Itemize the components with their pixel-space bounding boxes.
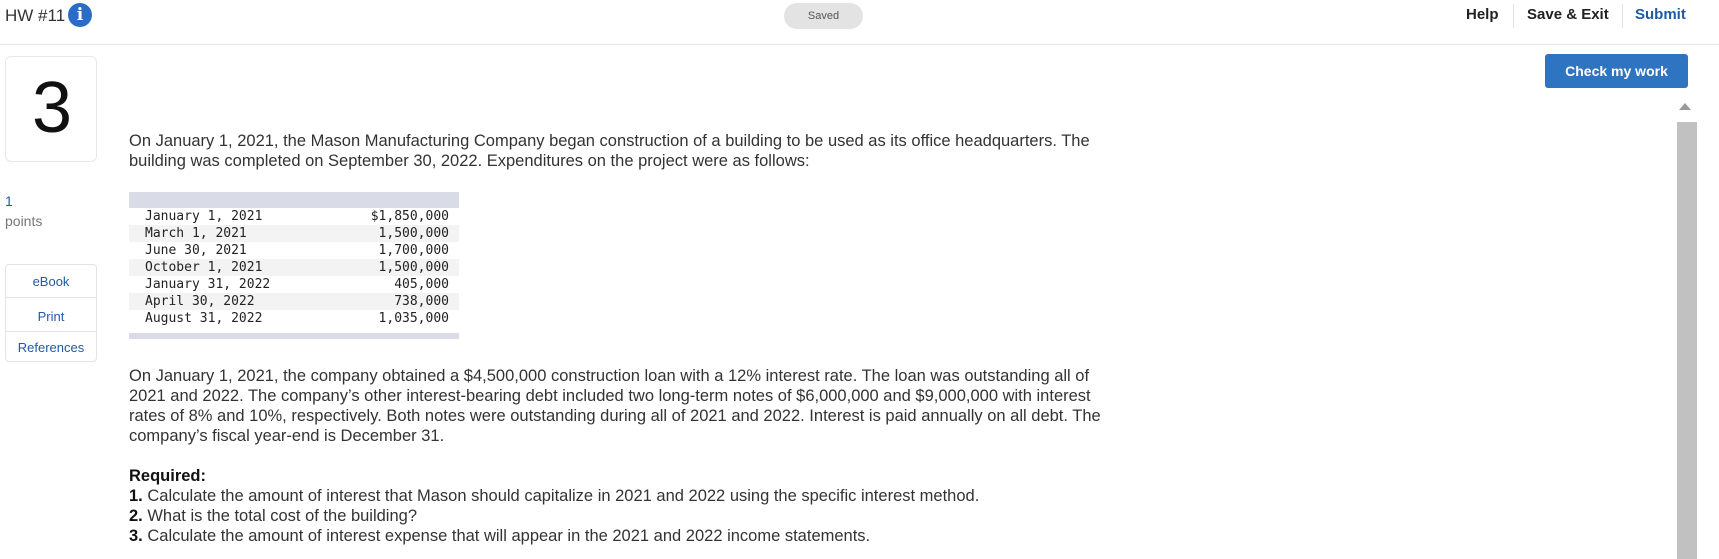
intro-paragraph <box>129 131 1090 171</box>
requirement-item <box>129 486 979 506</box>
scrollbar-thumb[interactable] <box>1677 122 1697 559</box>
points-label: points <box>5 213 43 229</box>
loan-line: On January 1, 2021, the company obtained a $4,500,000 construction loan with a 12% interest rate. The loan was outstanding all of <box>129 367 1090 385</box>
loan-line: company’s fiscal year-end is December 31. <box>129 427 445 445</box>
expenditure-amount: 1,035,000 <box>378 311 449 326</box>
table-row <box>129 225 459 242</box>
expenditure-date: March 1, 2021 <box>145 226 247 241</box>
table-footer-band <box>129 333 459 339</box>
intro-line: building was completed on September 30, 2022. Expenditures on the project were as follows: <box>129 152 810 170</box>
table-row <box>129 208 459 225</box>
expenditure-amount: 1,700,000 <box>378 243 449 258</box>
nav-divider <box>1622 4 1623 28</box>
table-row <box>129 293 459 310</box>
tool-divider <box>6 297 96 298</box>
expenditure-date: January 31, 2022 <box>145 277 271 292</box>
expenditure-amount: 1,500,000 <box>378 226 449 241</box>
expenditure-date: April 30, 2022 <box>145 294 255 309</box>
check-my-work-button[interactable]: Check my work <box>1545 54 1688 88</box>
loan-line: 2021 and 2022. The company’s other interest-bearing debt included two long-term notes of $6,000,000 and $9,000,000 with interest <box>129 387 1091 405</box>
expenditures-table <box>129 192 459 339</box>
requirement-number: 1. <box>129 487 143 505</box>
requirement-number: 2. <box>129 507 143 525</box>
question-number-card <box>5 56 97 162</box>
info-icon[interactable]: i <box>68 3 92 27</box>
table-row <box>129 242 459 259</box>
requirement-text: Calculate the amount of interest expense that will appear in the 2021 and 2022 income statements. <box>142 527 871 545</box>
resource-tools <box>5 264 97 362</box>
expenditure-date: June 30, 2021 <box>145 243 247 258</box>
question-number: 3 <box>31 68 73 148</box>
expenditure-amount: 738,000 <box>394 294 449 309</box>
required-section <box>129 466 979 546</box>
top-bar <box>0 0 1719 45</box>
expenditure-date: August 31, 2022 <box>145 311 263 326</box>
table-header-band <box>129 192 459 208</box>
table-row <box>129 259 459 276</box>
expenditure-amount: 1,500,000 <box>378 260 449 275</box>
requirement-item <box>129 506 979 526</box>
points-value: 1 <box>5 193 13 209</box>
intro-line: On January 1, 2021, the Mason Manufacturing Company began construction of a building to be used as its office headquarters. The <box>129 132 1090 150</box>
save-status-badge: Saved <box>784 3 863 29</box>
nav-divider <box>1513 4 1514 28</box>
loan-paragraph <box>129 366 1101 446</box>
expenditure-amount: $1,850,000 <box>370 209 449 224</box>
requirement-item <box>129 526 979 546</box>
scroll-up-arrow-icon[interactable] <box>1679 103 1691 110</box>
requirement-text: Calculate the amount of interest that Mason should capitalize in 2021 and 2022 using the specific interest method. <box>142 487 980 505</box>
submit-link[interactable]: Submit <box>1635 6 1686 23</box>
print-link[interactable]: Print <box>37 309 65 324</box>
requirement-text: What is the total cost of the building? <box>142 507 418 525</box>
table-row <box>129 276 459 293</box>
requirement-number: 3. <box>129 527 143 545</box>
tool-divider <box>6 331 96 332</box>
ebook-link[interactable]: eBook <box>32 274 70 289</box>
table-row <box>129 310 459 327</box>
expenditure-date: January 1, 2021 <box>145 209 263 224</box>
expenditure-date: October 1, 2021 <box>145 260 263 275</box>
loan-line: rates of 8% and 10%, respectively. Both notes were outstanding during all of 2021 and 2022. Interest is paid annually on all debt. The <box>129 407 1101 425</box>
expenditure-amount: 405,000 <box>394 277 449 292</box>
assignment-title: HW #11 <box>5 6 66 25</box>
save-exit-link[interactable]: Save & Exit <box>1527 6 1609 23</box>
references-link[interactable]: References <box>17 340 85 355</box>
help-link[interactable]: Help <box>1466 6 1499 23</box>
required-label: Required: <box>129 467 207 485</box>
